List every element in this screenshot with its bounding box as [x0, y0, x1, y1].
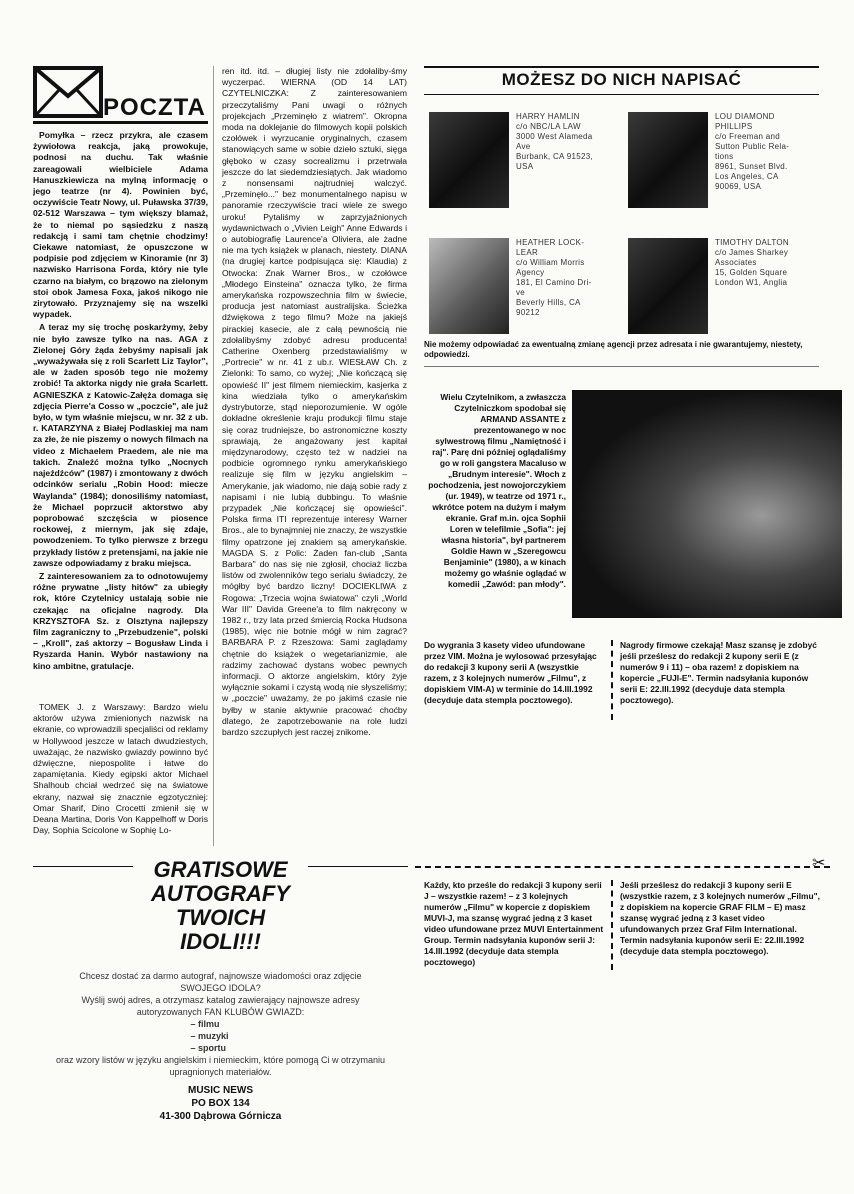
star-address: HEATHER LOCK- LEAR c/o William Morris Agency 181, El Camino Dri- ve Beverly Hills, CA 90212 — [516, 238, 592, 317]
photo-armand-assante — [572, 390, 842, 618]
photo-lou-diamond-phillips — [628, 112, 708, 208]
coupon-divider — [611, 880, 613, 970]
coupon-fuji: Nagrody firmowe czekają! Masz szansę je zdobyć jeśli prześlesz do redakcji 2 kupony serii E (z numerów 9 i 11) – oba razem! z dopiskiem na kopercie „FUJI-E". Termin nadsyłania kuponów serii E: 22.III.1992 (decyduje data stempla pocztowego). — [620, 640, 817, 705]
photo-heather-locklear — [429, 238, 509, 334]
address-line: PO BOX 134 — [191, 1098, 250, 1109]
coupon-vim: Do wygrania 3 kasety video ufundowane przez VIM. Można je wylosować przesyłając do redakcji 3 kupony serii A (wszystkie razem, z 3 kolejnych numerów „Filmu", z dopiskiem VIM-A) w terminie do 14.III.1992 (decyduje data stempla pocztowego). — [424, 640, 597, 705]
coupon-cut-line — [415, 866, 830, 868]
napisac-title: MOŻESZ DO NICH NAPISAĆ — [501, 70, 742, 89]
autografy-item: – muzyki — [190, 1031, 229, 1041]
scissors-icon: ✂ — [812, 855, 826, 872]
star-address: LOU DIAMOND PHILLIPS c/o Freeman and Sutton Public Rela- tions 8961, Sunset Blvd. Los Angeles, CA 90069, USA — [715, 112, 790, 191]
napisac-title-rule — [424, 94, 819, 95]
star-address: HARRY HAMLIN c/o NBC/LA LAW 3000 West Alameda Ave Burbank, CA 91523, USA — [516, 112, 594, 171]
coupon-divider — [611, 640, 613, 720]
photo-timothy-dalton — [628, 238, 708, 334]
autografy-lead2: Wyślij swój adres, a otrzymasz katalog zawierający najnowsze adresy autoryzowanych FAN KLUBÓW GWIAZD: — [81, 995, 360, 1017]
autografy-lead: Chcesz dostać za darmo autograf, najnowsze wiadomości oraz zdjęcie SWOJEGO IDOLA? — [79, 971, 362, 993]
envelope-icon — [33, 66, 103, 118]
poczta-col2: ren itd. itd. – długiej listy nie zdołaliby-śmy wyczerpać. WIERNA (OD 14 LAT) CZYTELNICZKA: Z zainteresowaniem przeczytaliśmy Pani uwagi o różnych projekcjach „Przeminęło z wiatrem". Okropna moda na doklejanie do filmowych kopii polskich czołówek i wyrzucanie oryginalnych, czasem stanowiących same w sobie dzieło sztuki, sięga głęboko w czasy socrealizmu i przetrwała jeszcze do lat siedemdziesiątych. Jak wiadomo z nonsensami najtrudniej walczyć. „Przeminęło..." bez monumentalnego napisu w panoramie rzeczywiście traci wiele ze swego uroku! Pytaliśmy w zaprzyjaźnionych wydawnictwach o „Vivien Leigh" Anne Edwards i o autobiografię Laurence'a Oliviera, ale żadne nie ma tych książek w planach, niestety. DIANA (na drugiej kartce podpisująca się: Klaudia) z Otwocka: Znak Warner Bros., w czołówce „Młodego Einsteina" oznacza tylko, że firma amerykańska rozpowszechnia film w świecie, producja jest natomiast australijska. Ścieżka dźwiękowa z tego filmu? Może na jakiejś pirackiej kasecie, ale z całą pewnością nie zdołalibyśmy zdobyć adresu producenta! Catherine Oxenberg przedstawialiśmy w „Portrecie" w nr. 41 z ub.r. WIESŁAW Ch. z Zielonki: To samo, co wyżej; „Nie kończącą się opowieść II" jest filmem niemieckim, kasjerka z kina wiedziała tylko o amerykańskim dystrybutorze, stąd nieporozumienie. W ogóle dokładne określenie kraju produkcji filmu staje się coraz trudniejsze, bo astronomiczne koszty sprawiają, że angażowany jest kapitał międzynarodowy, często też w nadziei na podbicie ogromnego rynku amerykańskiego realizuje się film w języku angielskim – Amerykanie, jak wiadomo, nie dają sobie rady z napisami i nie lubią dubbingu. To właśnie przypadek „Nie kończącej się opowieści". Polska firma ITI reprezentuje interesy Warner Bros., ale to bynajmniej nie znaczy, że wszystkie filmy opatrzone jej znakiem są amerykańskie. MAGDA S. z Polic: Żaden fan-club „Santa Barbara" do nas się nie zgłosił, chociaż liczba listów od zwolenników tego serialu świadczy, że mógłby być bardzo liczny! DOCIEKLIWA z Rogowa: „Trzecia wojna światowa" czyli „World War III" Davida Greene'a to film nakręcony w 1982 r., trzy lata przed śmiercią Rocka Hudsona (1985), więc nie botnie mógł w nim zagrać? BARBARA P. z Rzeszowa: Sami zaglądamy chętnie do książek o wegetarianizmie, ale radzimy zachować dystans wobec pewnych informacji. O aktorze angielskim, który żyje wyłącznie sokami i czystą wodą nie słyszeliśmy; w „poczcie" uważamy, że po jakimś czasie nie byłby w stanie aktywnie pracować choćby dlatego, że zapotrzebowanie na role ludzi bardzo szczupłych jest raczej znikome. — [222, 66, 407, 737]
section-logo: POCZTA — [103, 94, 206, 121]
autografy-title-3: TWOICH — [175, 905, 266, 930]
autografy-title-1: GRATISOWE — [153, 857, 288, 882]
napisac-note: Nie możemy odpowiadać za ewentualną zmianę agencji przez adresata i nie gwarantujemy, niestety, odpowiedzi. — [424, 340, 803, 359]
napisac-top-rule — [424, 66, 819, 68]
poczta-intro: Pomyłka – rzecz przykra, ale czasem żywiołowa reakcja, jaką prowokuje, podnosi na duchu. Tak właśnie zareagowali wielbiciele Adama Hanuszkiewicza na mylną informację o jego teatrze (nr 4). Powinien być, oczywiście Teatr Nowy, ul. Puławska 37/39, 02-512 Warszawa – tym większy blamaż, że to niemal po sąsiedzku z naszą redakcją i sami tam chętnie chodzimy! Ciekawe natomiast, że opuszczone w podpisie pod zdjęciem w Kinoramie (nr 3) nazwisko Harrisona Forda, który nie tyle czarno na białym, co brązowo na zielonym stoi obok Jamesa Foxa, jakoś nikogo nie zirytowało. Przyznajemy się na wszelki wypadek. A teraz my się trochę poskarżymy, żeby nie było zawsze tylko na nas. AGA z Zielonej Góry żąda żebyśmy napisali jak „wyważywała się z roli Scarlett Liz Taylor", ale w żaden sposób tego nie możemy zrobić! Ta aktorka nigdy nie grała Scarlett. AGNIESZKA z Katowic-Załęża domaga się zdjęcia Pierre'a Cosso w „poczcie", ale już było, w tym właśnie miejscu, w nr. 32 z ub. r. KATARZYNA z Białej Podlaskiej ma nam za złe, że nie piszemy o nowych filmach na video z Michaelem Praedem, ale nie ma takich. Znaleźć można tylko „Nocnych najeźdźców" (1987) i zmontowany z dwóch odcinków serialu „Robin Hood: miecze Waylanda" (1984); donosiliśmy natomiast, że Michael poprzucił aktorstwo aby poprobować szczęścia w piosence rockowej, z miernym, jak się zdaje, powodzeniem. To tylko pierwsze z brzegu przykłady listów z pretensjami, na jakie nie zawsze odpowiadamy z braku miejsca. Z zainteresowaniem za to odnotowujemy różne prywatne „listy hitów" za ubiegły rok, które Czytelnicy ustalają sobie nie czekając na oficjalne nagrody. Dla KRZYSZTOFA Sz. z Olsztyna najlepszy film zagraniczny to „Przebudzenie", polski – „Kroll", zaś aktorzy – Bogusław Linda i Ryszarda Hanin. Wybór nastawiony na kino ambitne, gratulacje. — [33, 130, 208, 671]
star-address: TIMOTHY DALTON c/o James Sharkey Associates 15, Golden Square London W1, Anglia — [715, 238, 789, 287]
autografy-item: – sportu — [190, 1043, 227, 1053]
coupon-graf: Jeśli prześlesz do redakcji 3 kupony serii E (wszystkie razem, z 3 kolejnych numerów „Filmu", z dopiskiem na kopercie GRAF FILM – E) masz szansę wygrać jedną z 3 kaset video ufundowanych przez Graf Film International. Termin nadsyłania kuponów serii E: 22.III.1992 (decyduje data stempla pocztowego). — [620, 880, 820, 956]
autografy-title-2: AUTOGRAFY — [151, 881, 290, 906]
photo-harry-hamlin — [429, 112, 509, 208]
poczta-tomek: TOMEK J. z Warszawy: Bardzo wielu aktorów używa zmienionych nazwisk na ekranie, co wprowadzili specjaliści od reklamy w Hollywood jeszcze w latach dwudziestych, uważając, że nazwisko gwiazdy powinno być dźwięczne, niepospolite i łatwe do zapamiętania. Kiedy egipski aktor Michael Shalhoub chciał wedrzeć się na światowe ekrany, nazwał się znacznie egzotyczniej: Omar Sharif, Dino Crocetti zmienił się w Deana Martina, Doris Von Kappelhoff w Doris Day, Sophia Scicolone w Sophię Lo- — [33, 702, 208, 836]
address-line: MUSIC NEWS — [188, 1085, 253, 1096]
coupon-muvi: Każdy, kto prześle do redakcji 3 kupony serii J – wszystkie razem! – z 3 kolejnych numerów „Filmu" w kopercie z dopiskiem MUVI-J, ma szansę wygrać jedną z 3 kaset video ufundowane przez MUVI Entertainment Group. Termin nadsyłania kuponów serii J: 14.III.1992 (decyduje data stempla pocztowego) — [424, 880, 604, 967]
logo-underline — [33, 121, 208, 124]
autografy-item: – filmu — [190, 1019, 220, 1029]
column-divider — [213, 66, 214, 846]
napisac-bottom-rule — [424, 366, 819, 367]
autografy-box — [33, 858, 408, 1158]
address-line: 41-300 Dąbrowa Górnicza — [159, 1111, 282, 1122]
assante-text: Wielu Czytelnikom, a zwłaszcza Czytelniczkom spodobał się ARMAND ASSANTE z prezentowanego w noc sylwestrową filmu „Namiętność i raj". Parę dni później oglądaliśmy go w roli gangstera Macaluso w „Brudnym interesie". Włoch z pochodzenia, jest nowojorczykiem (ur. 1949), w teatrze od 1971 r., wkrótce potem na dużym i małym ekranie. Graf m.in. ojca Sophii Loren w telefilmie „Sofia": jej własna historia", był partnerem Goldie Hawn w „Szeregowcu Benjaminie" (1980), a w kinach możemy go właśnie oglądać w komedii „Zawód: pan młody". — [428, 392, 566, 589]
autografy-title-4: IDOLI!!! — [180, 929, 261, 954]
autografy-tail: oraz wzory listów w języku angielskim i niemieckim, które pomogą Ci w otrzymaniu upragnionych materiałów. — [55, 1055, 386, 1077]
